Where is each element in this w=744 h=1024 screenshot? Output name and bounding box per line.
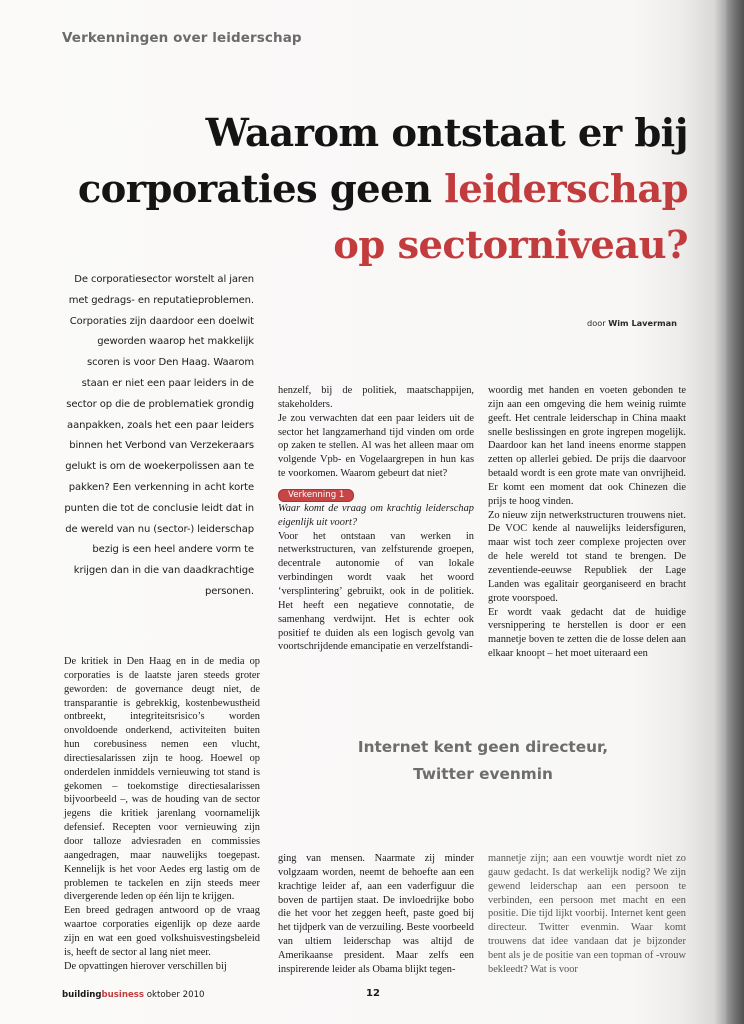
body-paragraph: De kritiek in Den Haag en in de media op corporaties is de laatste jaren steeds groter geworden: de governance deugt niet, de transparantie is gebrekkig, kostenbewustheid ontbreekt, integriteitsrisico’s worden onvoldoende onderkend, activiteiten buiten hun corebusiness nemen een vlucht, directiesalarissen zijn te hoog. Hoewel op onderdelen inmiddels vernieuwing tot stand is gekomen – toekomstige directiesalarissen bijvoorbeeld –, was de houding van de sector jegens die kritiek jarenlang voornamelijk defensief. Recepten voor vernieuwing zijn door talloze adviesraden en commissies aangedragen, maar nauwelijks toegepast. Kennelijk is het voor Aedes erg lastig om de problemen te tackelen en zijn steeds meer divergerende leden op één lijn te krijgen. [64,656,260,903]
pull-quote-line-1: Internet kent geen directeur, [357,738,609,756]
column-right-top [488,384,686,661]
headline-line-2 [28,162,688,218]
body-paragraph: woordig met handen en voeten gebonden te zijn aan een omgeving die hem weinig ruimte geeft. Het centrale leiderschap in China maakt snelle beslissingen en grote ingrepen mogelijk. Daardoor kan het land ineens enorme stappen zetten op allerlei gebied. De prijs die daarvoor betaald wordt is een grote mate van onvrijheid. Er komt een moment dat ook Chinezen die prijs te hoog vinden. [488,385,686,507]
verkenning-question: Waar komt de vraag om krachtig leiderschap eigenlijk uit voort? [278,502,474,528]
pull-quote-line-2: Twitter evenmin [413,765,553,783]
headline-line-1: Waarom ontstaat er bij [205,111,688,156]
issue-date: oktober 2010 [146,990,205,1000]
lead-paragraph: De corporatiesector worstelt al jaren met gedrags- en reputatieproblemen. Corporaties zijn daardoor een doelwit geworden waarop het makkelijk scoren is voor Den Haag. Waarom staan er niet een paar leiders in de sector op die de problematiek grondig aanpakken, zoals het een paar leiders binnen het Verbond van Verzekeraars gelukt is om de woekerpolissen aan te pakken? Een verkenning in acht korte punten die tot de conclusie leidt dat in de wereld van nu (sector-) leiderschap bezig is een heel andere vorm te krijgen dan in die van daadkrachtige personen. [64,274,254,597]
pull-quote [300,734,666,788]
headline-line-2-highlight: leiderschap [444,167,688,212]
column-right-bottom [488,852,686,977]
body-paragraph: Een breed gedragen antwoord op de vraag waartoe corporaties eigenlijk op deze aarde zijn en wat een goed volkshuisvestingsbeleid is, heeft de sector al lang niet meer. [64,905,260,958]
column-middle-top [278,384,474,654]
body-paragraph: Voor het ontstaan van werken in netwerkstructuren, van zelfsturende groepen, decentrale autonomie of van lokale verbindingen wordt vaak het woord ‘versplintering’ gebruikt, ook in de politiek. Het heeft een negatieve connotatie, de samenhang verdwijnt. Het is echter ook positief te duiden als een logisch gevolg van voortschrijdende emancipatie en verzelfstandi- [278,530,474,653]
column-left [64,655,260,973]
page-number: 12 [366,988,380,999]
headline-line-3: op sectorniveau? [333,223,688,268]
body-paragraph: Je zou verwachten dat een paar leiders uit de sector het langzamerhand tijd vinden om orde op zaken te stellen. Al was het alleen maar om volgende Vpb- en Vogelaargrepen in hun kas te voorkomen. Waarom gebeurt dat niet? [278,412,474,480]
headline-line-2-plain: corporaties geen [77,167,445,212]
section-kicker: Verkenningen over leiderschap [62,30,302,46]
byline-author: Wim Laverman [608,318,677,328]
byline-prefix: door [587,318,606,328]
body-paragraph: De opvattingen hierover verschillen bij [64,960,227,972]
magazine-name-part-2: business [101,990,145,1000]
body-paragraph: mannetje zijn; aan een vouwtje wordt niet zo gauw gedacht. Is dat werkelijk nodig? We zijn gewend leiderschap aan een persoon te verbinden, een persoon met macht en een positie. Die tijd lijkt voorbij. Internet kent geen directeur. Twitter evenmin. Waar komt trouwens dat idee vandaan dat je bijzonder bent als je de positie van een topman of -vrouw bekleedt? Wat is voor [488,853,686,975]
body-paragraph: Er wordt vaak gedacht dat de huidige versnippering te herstellen is door er een mannetje boven te zetten die de losse delen aan elkaar knoopt – het moet uiteraard een [488,606,686,660]
column-middle-bottom [278,852,474,977]
body-paragraph: Zo nieuw zijn netwerkstructuren trouwens niet. De VOC kende al nauwelijks leidersfiguren, maar wist toch zeer complexe projecten over de hele wereld tot stand te brengen. De zeventiende-eeuwse Republiek der Lage Landen was egalitair georganiseerd en bracht grote voorspoed. [488,509,686,604]
body-paragraph: henzelf, bij de politiek, maatschappijen, stakeholders. [278,385,474,410]
verkenning-badge: Verkenning 1 [278,489,354,502]
page-binding-shadow [726,0,744,1024]
byline [587,318,677,328]
magazine-name-part-1: building [62,990,102,1000]
article-headline [28,106,688,274]
body-paragraph: ging van mensen. Naarmate zij minder volgzaam worden, neemt de behoefte aan een krachtige leider af, aan een vaderfiguur die boven de partijen staat. De invloedrijke bobo die het voor het zeggen heeft, paste goed bij het tijdperk van de verzuiling. Beste voorbeeld van ultiem leiderschap was altijd de Amerikaanse president. Maar zelfs een inspirerende leider als Obama blijkt tegen- [278,853,474,975]
footer-magazine [62,990,205,1000]
